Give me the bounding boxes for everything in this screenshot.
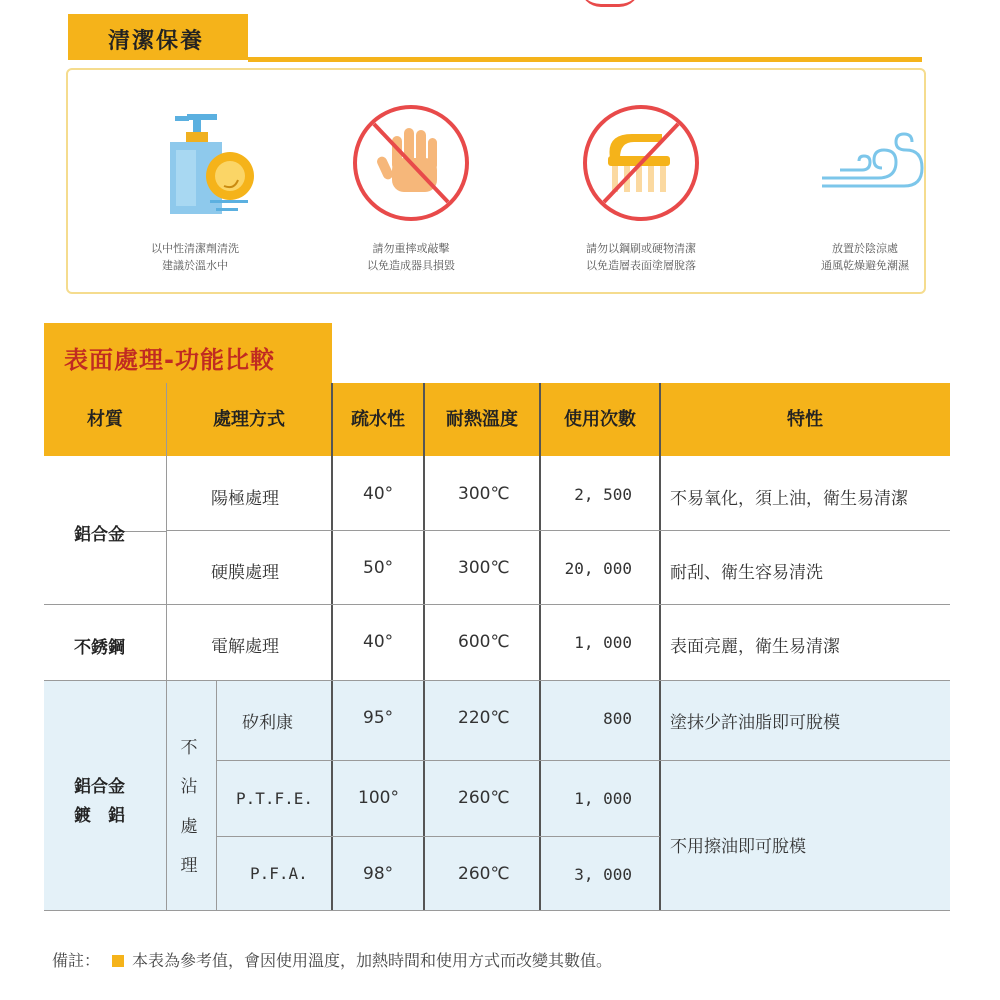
table-row-divider [44,910,950,911]
cell-temperature: 600℃ [458,632,510,652]
nonstick-label-char: 不 [180,738,198,758]
care-panel [66,68,926,294]
material-plated-line2: 鍍 鋁 [74,806,125,826]
care-text-line: 以免造成器具損毀 [367,259,455,272]
table-row-divider [216,760,950,761]
header-usage-count: 使用次數 [564,409,636,430]
table-divider [539,383,541,910]
bullet-square-icon [112,955,124,967]
cell-hydrophobic: 40° [363,632,394,652]
nonstick-label-char: 處 [180,817,198,837]
no-brush-icon [576,98,706,228]
cell-hydrophobic: 40° [363,484,394,504]
footnote-label: 備註： [52,951,101,970]
care-item-detergent [90,70,290,296]
no-hand-strike-icon [346,98,476,228]
table-row-divider [216,836,660,837]
cell-method: 電解處理 [211,637,279,657]
footnote-text: 本表為參考值，會因使用溫度，加熱時間和使用方式而改變其數值。 [132,951,613,970]
cell-feature: 表面亮麗，衛生易清潔 [670,637,840,657]
cell-feature: 塗抹少許油脂即可脫模 [670,713,840,733]
header-hydrophobic: 疏水性 [351,409,405,430]
cell-hydrophobic: 95° [363,708,394,728]
cell-method: P.T.F.E. [236,789,314,808]
table-divider [216,680,217,910]
table-row-divider [166,530,950,531]
cell-temperature: 260℃ [458,788,510,808]
detergent-bottle-plate-icon [130,98,260,228]
header-features: 特性 [787,409,823,430]
table-row-divider [44,680,950,681]
care-item-ventilate [760,70,960,296]
cell-usage: 800 [603,709,632,728]
decorative-arc [580,0,640,7]
cell-feature: 耐刮、衛生容易清洗 [670,563,823,583]
care-text-line: 請勿以鋼刷或硬物清潔 [586,242,696,255]
care-title: 清潔保養 [108,29,205,54]
cell-usage: 20, 000 [564,559,632,578]
cell-hydrophobic: 98° [363,864,394,884]
table-divider [166,383,167,910]
care-text-line: 放置於陰涼處 [832,242,898,255]
cell-usage: 1, 000 [574,633,632,652]
header-material: 材質 [87,409,123,430]
cell-method: 陽極處理 [211,489,279,509]
material-plated-line1: 鋁合金 [74,777,125,797]
material-connector [124,531,166,532]
table-divider [423,383,425,910]
care-text-line: 通風乾燥避免潮濕 [821,259,909,272]
header-heat-resistance: 耐熱溫度 [446,409,518,430]
cell-method: 矽利康 [242,713,293,733]
footnote [52,948,612,971]
care-divider [248,57,922,62]
cell-temperature: 300℃ [458,484,510,504]
care-item-no-brush [536,70,736,296]
table-row-divider [44,604,950,605]
cell-method: P.F.A. [250,864,308,883]
nonstick-label-char: 沾 [180,777,198,797]
care-text-line: 以中性清潔劑清洗 [151,242,239,255]
material-stainless: 不銹鋼 [74,638,125,658]
material-aluminum: 鋁合金 [74,525,125,545]
cell-hydrophobic: 100° [358,788,399,808]
cell-feature: 不易氧化，須上油，衛生易清潔 [670,489,908,509]
cell-feature-merged: 不用擦油即可脫模 [670,837,806,857]
cell-temperature: 260℃ [458,864,510,884]
comparison-title: 表面處理-功能比較 [64,346,275,374]
cell-temperature: 220℃ [458,708,510,728]
cell-hydrophobic: 50° [363,558,394,578]
care-text-line: 請勿重摔或敲擊 [372,242,450,255]
cell-temperature: 300℃ [458,558,510,578]
table-divider [659,383,661,910]
table-divider [331,383,333,910]
air-wind-icon [800,98,930,228]
care-item-no-strike [306,70,506,296]
cell-usage: 3, 000 [574,865,632,884]
cell-usage: 1, 000 [574,789,632,808]
header-treatment: 處理方式 [213,409,285,430]
nonstick-label-char: 理 [180,856,198,876]
cell-method: 硬膜處理 [211,563,279,583]
care-text-line: 以免造層表面塗層脫落 [586,259,696,272]
cell-usage: 2, 500 [574,485,632,504]
care-text-line: 建議於溫水中 [162,259,228,272]
